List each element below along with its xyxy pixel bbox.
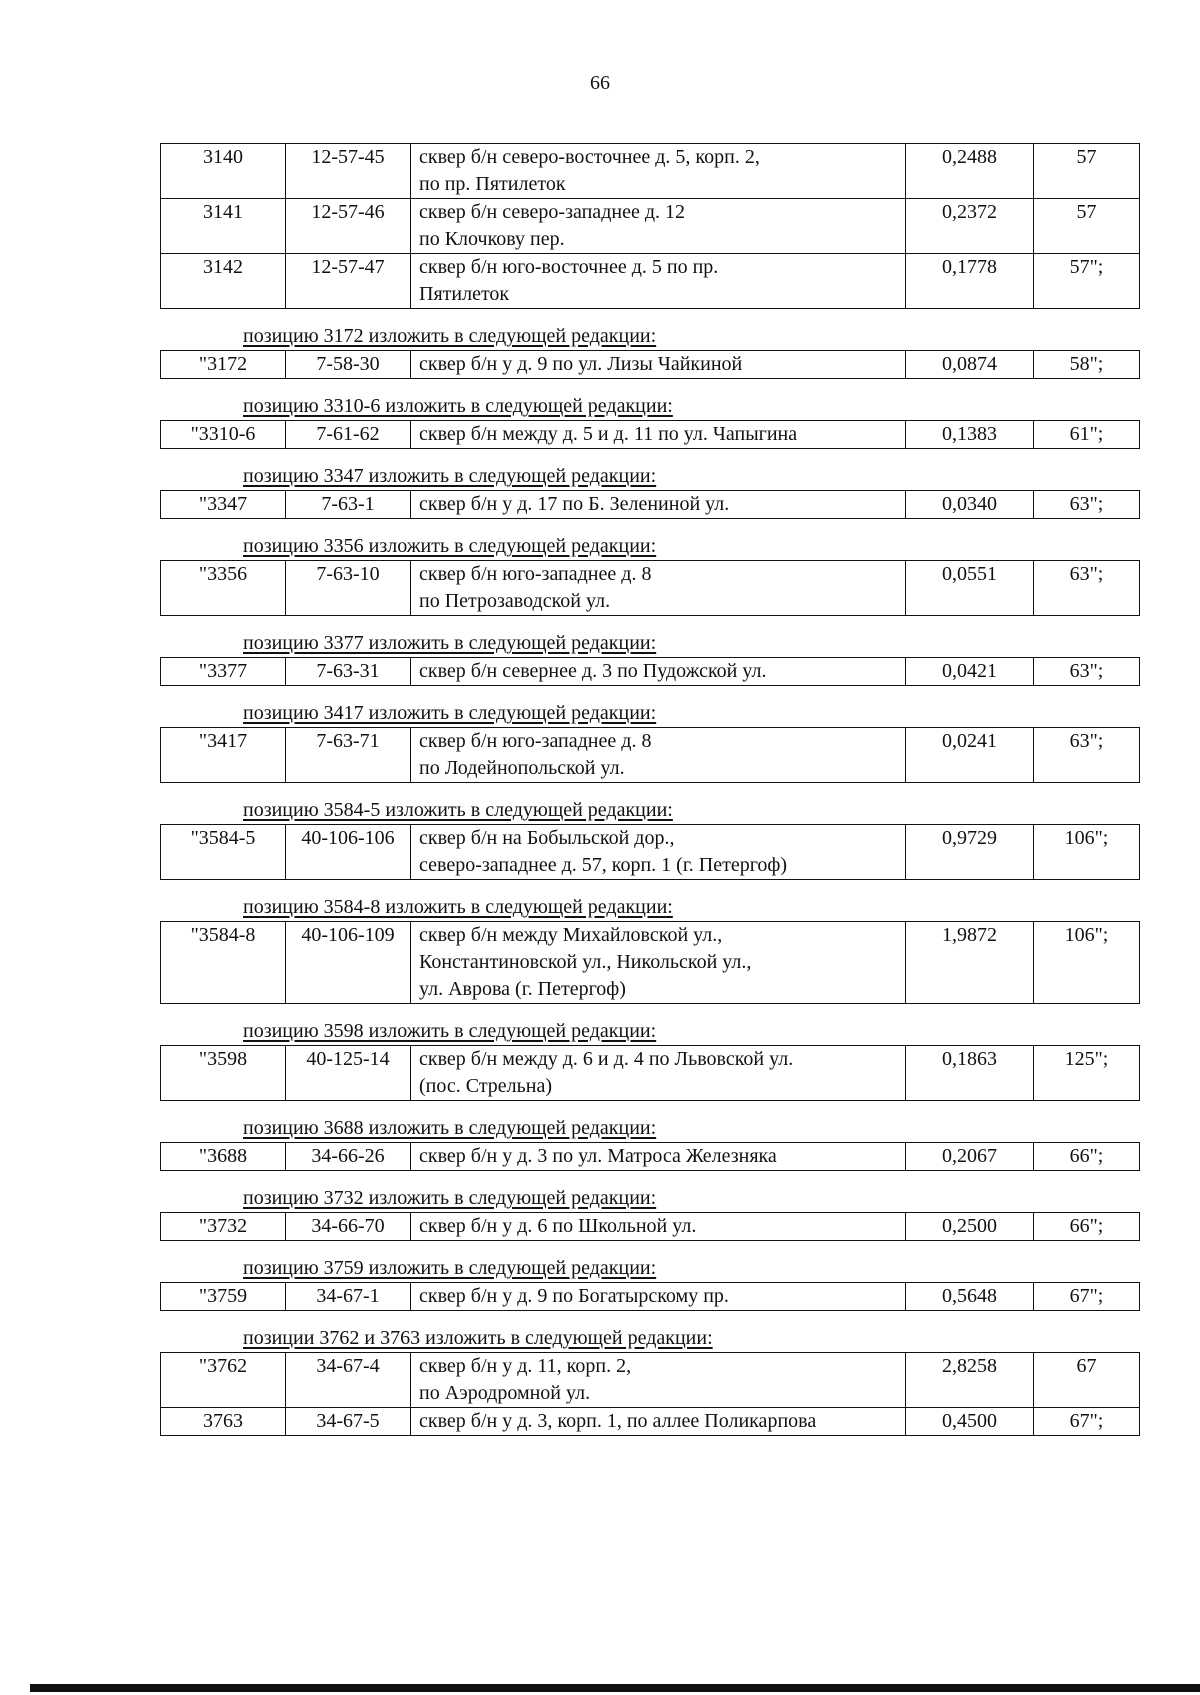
amendment-block xyxy=(160,797,1140,880)
amendment-block xyxy=(160,1185,1140,1241)
table-row xyxy=(161,1213,1140,1241)
amendment-block xyxy=(160,894,1140,1004)
amendment-heading: позиции 3762 и 3763 изложить в следующей редакции: xyxy=(243,1327,713,1349)
area-cell: 0,2372 xyxy=(906,199,1034,254)
amendment-block xyxy=(160,1018,1140,1101)
position-number-cell: 3763 xyxy=(161,1408,286,1436)
amendment-block xyxy=(160,533,1140,616)
position-number-cell: "3356 xyxy=(161,561,286,616)
amendment-block xyxy=(160,1325,1140,1436)
amendment-heading: позицию 3584-5 изложить в следующей редакции: xyxy=(243,799,673,821)
description-cell xyxy=(411,825,906,880)
description-cell xyxy=(411,1283,906,1311)
amendment-heading: позицию 3172 изложить в следующей редакции: xyxy=(243,325,657,347)
amendment-heading: позицию 3377 изложить в следующей редакции: xyxy=(243,632,657,654)
description-line: по Клочкову пер. xyxy=(419,228,565,250)
table-row xyxy=(161,1143,1140,1171)
description-line: сквер б/н северо-восточнее д. 5, корп. 2, xyxy=(419,146,760,168)
table-row xyxy=(161,491,1140,519)
description-line: сквер б/н между д. 6 и д. 4 по Львовской ул. xyxy=(419,1048,794,1070)
description-cell xyxy=(411,658,906,686)
cadastral-code-cell: 12-57-46 xyxy=(286,199,411,254)
description-line: Константиновской ул., Никольской ул., xyxy=(419,951,752,973)
reference-cell: 63"; xyxy=(1034,561,1140,616)
reference-cell: 63"; xyxy=(1034,491,1140,519)
area-cell: 0,2500 xyxy=(906,1213,1034,1241)
position-number-cell: 3140 xyxy=(161,144,286,199)
position-number-cell: "3584-8 xyxy=(161,922,286,1004)
reference-cell: 125"; xyxy=(1034,1046,1140,1101)
area-cell: 1,9872 xyxy=(906,922,1034,1004)
area-cell: 2,8258 xyxy=(906,1353,1034,1408)
table-row xyxy=(161,144,1140,199)
amendment-heading: позицию 3310-6 изложить в следующей редакции: xyxy=(243,395,673,417)
reference-cell: 67"; xyxy=(1034,1283,1140,1311)
amendment-table xyxy=(160,1212,1140,1241)
amendment-table xyxy=(160,560,1140,616)
amendment-block xyxy=(160,1115,1140,1171)
position-number-cell: "3417 xyxy=(161,728,286,783)
table-row xyxy=(161,1353,1140,1408)
table-row xyxy=(161,658,1140,686)
amendment-table xyxy=(160,657,1140,686)
description-line: сквер б/н между д. 5 и д. 11 по ул. Чапыгина xyxy=(419,423,798,445)
position-number-cell: 3142 xyxy=(161,254,286,309)
description-line: по Лодейнопольской ул. xyxy=(419,757,625,779)
amendment-table xyxy=(160,490,1140,519)
table-row xyxy=(161,351,1140,379)
amendment-heading: позицию 3417 изложить в следующей редакции: xyxy=(243,702,657,724)
reference-cell: 61"; xyxy=(1034,421,1140,449)
cadastral-code-cell: 34-67-5 xyxy=(286,1408,411,1436)
description-line: сквер б/н юго-западнее д. 8 xyxy=(419,730,652,752)
area-cell: 0,0874 xyxy=(906,351,1034,379)
description-line: по пр. Пятилеток xyxy=(419,173,566,195)
area-cell: 0,1863 xyxy=(906,1046,1034,1101)
table-row xyxy=(161,728,1140,783)
reference-cell: 57 xyxy=(1034,144,1140,199)
amendment-table xyxy=(160,727,1140,783)
cadastral-code-cell: 7-63-10 xyxy=(286,561,411,616)
description-cell xyxy=(411,351,906,379)
area-cell: 0,2067 xyxy=(906,1143,1034,1171)
reference-cell: 66"; xyxy=(1034,1213,1140,1241)
description-line: по Петрозаводской ул. xyxy=(419,590,611,612)
table-row xyxy=(161,1046,1140,1101)
table-row xyxy=(161,1283,1140,1311)
description-cell xyxy=(411,1046,906,1101)
description-line: северо-западнее д. 57, корп. 1 (г. Петергоф) xyxy=(419,854,788,876)
amendment-heading: позицию 3688 изложить в следующей редакции: xyxy=(243,1117,657,1139)
description-cell xyxy=(411,1213,906,1241)
amendment-block xyxy=(160,463,1140,519)
description-line: по Аэродромной ул. xyxy=(419,1382,591,1404)
table-row xyxy=(161,421,1140,449)
position-number-cell: "3584-5 xyxy=(161,825,286,880)
cadastral-code-cell: 12-57-45 xyxy=(286,144,411,199)
reference-cell: 63"; xyxy=(1034,728,1140,783)
description-line: сквер б/н у д. 9 по ул. Лизы Чайкиной xyxy=(419,353,743,375)
position-number-cell: "3688 xyxy=(161,1143,286,1171)
position-number-cell: "3310-6 xyxy=(161,421,286,449)
document-body xyxy=(160,143,1140,1436)
position-number-cell: "3172 xyxy=(161,351,286,379)
description-cell xyxy=(411,922,906,1004)
description-line: сквер б/н у д. 17 по Б. Зелениной ул. xyxy=(419,493,730,515)
amendment-table xyxy=(160,420,1140,449)
reference-cell: 57"; xyxy=(1034,254,1140,309)
table-positions-3140-3142 xyxy=(160,143,1140,309)
table-row xyxy=(161,199,1140,254)
cadastral-code-cell: 34-67-4 xyxy=(286,1353,411,1408)
cadastral-code-cell: 40-106-106 xyxy=(286,825,411,880)
description-line: (пос. Стрельна) xyxy=(419,1075,553,1097)
cadastral-code-cell: 34-67-1 xyxy=(286,1283,411,1311)
amendment-table xyxy=(160,350,1140,379)
description-cell xyxy=(411,144,906,199)
description-line: сквер б/н на Бобыльской дор., xyxy=(419,827,675,849)
position-number-cell: "3347 xyxy=(161,491,286,519)
amendment-heading: позицию 3732 изложить в следующей редакции: xyxy=(243,1187,657,1209)
area-cell: 0,0241 xyxy=(906,728,1034,783)
area-cell: 0,2488 xyxy=(906,144,1034,199)
area-cell: 0,1383 xyxy=(906,421,1034,449)
description-cell xyxy=(411,199,906,254)
cadastral-code-cell: 7-63-31 xyxy=(286,658,411,686)
cadastral-code-cell: 7-63-71 xyxy=(286,728,411,783)
description-line: сквер б/н у д. 3, корп. 1, по аллее Поликарпова xyxy=(419,1410,817,1432)
cadastral-code-cell: 7-63-1 xyxy=(286,491,411,519)
reference-cell: 67"; xyxy=(1034,1408,1140,1436)
description-line: сквер б/н между Михайловской ул., xyxy=(419,924,723,946)
reference-cell: 106"; xyxy=(1034,825,1140,880)
amendment-table xyxy=(160,824,1140,880)
amendment-table xyxy=(160,1282,1140,1311)
position-number-cell: "3598 xyxy=(161,1046,286,1101)
description-line: сквер б/н северо-западнее д. 12 xyxy=(419,201,685,223)
position-number-cell: "3377 xyxy=(161,658,286,686)
cadastral-code-cell: 7-61-62 xyxy=(286,421,411,449)
reference-cell: 58"; xyxy=(1034,351,1140,379)
position-number-cell: "3759 xyxy=(161,1283,286,1311)
description-line: сквер б/н у д. 11, корп. 2, xyxy=(419,1355,632,1377)
description-cell xyxy=(411,728,906,783)
description-line: сквер б/н севернее д. 3 по Пудожской ул. xyxy=(419,660,767,682)
reference-cell: 57 xyxy=(1034,199,1140,254)
amendment-block xyxy=(160,700,1140,783)
description-line: сквер б/н у д. 9 по Богатырскому пр. xyxy=(419,1285,729,1307)
amendment-block xyxy=(160,630,1140,686)
amendment-heading: позицию 3347 изложить в следующей редакции: xyxy=(243,465,657,487)
description-line: сквер б/н у д. 3 по ул. Матроса Железняка xyxy=(419,1145,777,1167)
area-cell: 0,9729 xyxy=(906,825,1034,880)
description-line: Пятилеток xyxy=(419,283,510,305)
table-row xyxy=(161,825,1140,880)
amendment-table xyxy=(160,1142,1140,1171)
cadastral-code-cell: 7-58-30 xyxy=(286,351,411,379)
area-cell: 0,5648 xyxy=(906,1283,1034,1311)
description-cell xyxy=(411,1408,906,1436)
description-line: ул. Аврова (г. Петергоф) xyxy=(419,978,626,1000)
description-cell xyxy=(411,1143,906,1171)
cadastral-code-cell: 34-66-26 xyxy=(286,1143,411,1171)
reference-cell: 66"; xyxy=(1034,1143,1140,1171)
position-number-cell: "3762 xyxy=(161,1353,286,1408)
amendment-heading: позицию 3598 изложить в следующей редакции: xyxy=(243,1020,657,1042)
description-cell xyxy=(411,254,906,309)
amendment-table xyxy=(160,1352,1140,1436)
description-cell xyxy=(411,1353,906,1408)
description-line: сквер б/н юго-восточнее д. 5 по пр. xyxy=(419,256,719,278)
table-row xyxy=(161,254,1140,309)
area-cell: 0,0421 xyxy=(906,658,1034,686)
amendment-heading: позицию 3759 изложить в следующей редакции: xyxy=(243,1257,657,1279)
amendment-block xyxy=(160,1255,1140,1311)
area-cell: 0,0340 xyxy=(906,491,1034,519)
area-cell: 0,0551 xyxy=(906,561,1034,616)
reference-cell: 67 xyxy=(1034,1353,1140,1408)
area-cell: 0,1778 xyxy=(906,254,1034,309)
scan-edge-bar xyxy=(30,1684,1200,1692)
cadastral-code-cell: 40-125-14 xyxy=(286,1046,411,1101)
table-row xyxy=(161,561,1140,616)
cadastral-code-cell: 34-66-70 xyxy=(286,1213,411,1241)
reference-cell: 106"; xyxy=(1034,922,1140,1004)
amendment-heading: позицию 3584-8 изложить в следующей редакции: xyxy=(243,896,673,918)
page-number: 66 xyxy=(590,72,610,94)
description-line: сквер б/н у д. 6 по Школьной ул. xyxy=(419,1215,697,1237)
description-cell xyxy=(411,561,906,616)
table-row xyxy=(161,1408,1140,1436)
amendment-block xyxy=(160,323,1140,379)
reference-cell: 63"; xyxy=(1034,658,1140,686)
description-cell xyxy=(411,491,906,519)
position-number-cell: 3141 xyxy=(161,199,286,254)
amendment-heading: позицию 3356 изложить в следующей редакции: xyxy=(243,535,657,557)
table-row xyxy=(161,922,1140,1004)
cadastral-code-cell: 12-57-47 xyxy=(286,254,411,309)
amendment-table xyxy=(160,1045,1140,1101)
area-cell: 0,4500 xyxy=(906,1408,1034,1436)
amendment-block xyxy=(160,393,1140,449)
description-cell xyxy=(411,421,906,449)
cadastral-code-cell: 40-106-109 xyxy=(286,922,411,1004)
amendment-table xyxy=(160,921,1140,1004)
position-number-cell: "3732 xyxy=(161,1213,286,1241)
description-line: сквер б/н юго-западнее д. 8 xyxy=(419,563,652,585)
